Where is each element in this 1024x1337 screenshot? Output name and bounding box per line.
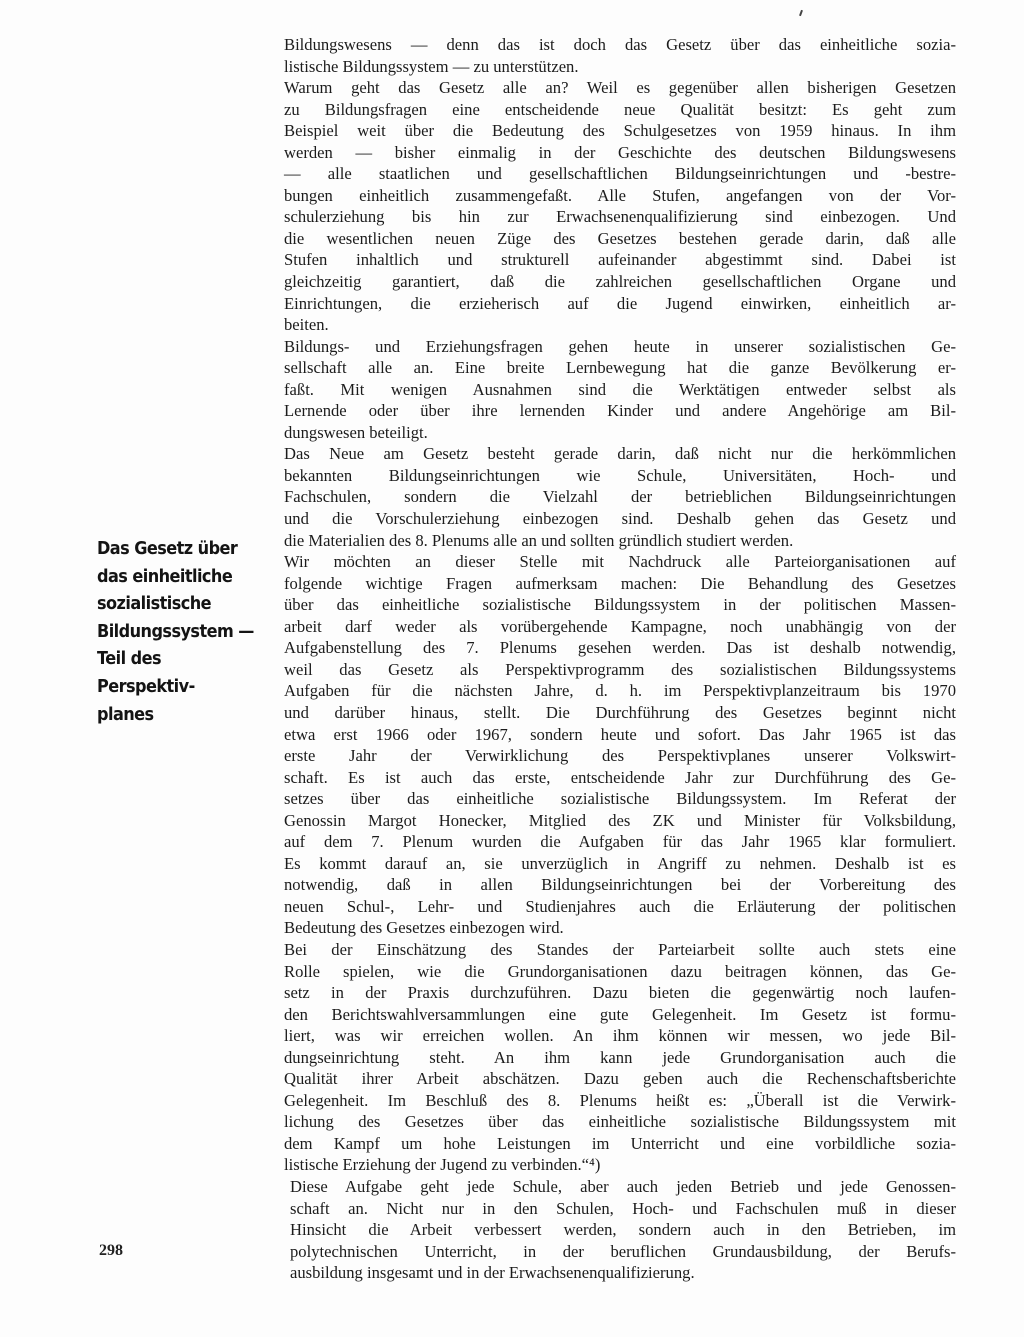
text-line: schulerziehung bis hin zur Erwachsenenqualifizierung sind einbezogen. Und: [284, 207, 956, 227]
paragraph: [284, 939, 956, 1176]
margin-heading-line: sozialistische: [97, 594, 212, 615]
text-line: Fachschulen, sondern die Vielzahl der betrieblichen Bildungseinrichtungen: [284, 487, 956, 507]
text-line: dungseinrichtung steht. An ihm kann jede Grundorganisation auch die: [284, 1047, 956, 1067]
text-line: Qualität ihrer Arbeit abschätzen. Dazu geben auch die Rechenschaftsberichte: [284, 1069, 956, 1089]
text-line: Beispiel weit über die Bedeutung des Schulgesetzes von 1959 hinaus. In ihm: [284, 121, 956, 141]
body-text: [284, 34, 956, 1284]
text-line: Einrichtungen, die erzieherisch auf die Jugend einwirken, einheitlich ar-: [284, 293, 956, 313]
margin-heading-line: Perspektiv-: [97, 676, 195, 697]
paragraph: [284, 336, 956, 444]
text-line: gleichzeitig garantiert, daß die zahlreichen gesellschaftlichen Organe und: [284, 272, 956, 292]
paragraph: [284, 34, 956, 77]
text-line: Stufen inhaltlich und strukturell aufeinander abgestimmt sind. Dabei ist: [284, 250, 956, 270]
text-line: listische Erziehung der Jugend zu verbinden.“⁴): [284, 1155, 601, 1175]
text-line: Gelegenheit. Im Beschluß des 8. Plenums heißt es: „Überall ist die Verwirk-: [284, 1090, 956, 1110]
text-line: und die Vorschulerziehung einbezogen sind. Deshalb gehen das Gesetz und: [284, 509, 956, 529]
paragraph: [284, 77, 956, 336]
text-line: Bei der Einschätzung des Standes der Parteiarbeit sollte auch stets eine: [284, 939, 956, 959]
text-line: Warum geht das Gesetz alle an? Weil es gegenüber allen bisherigen Gesetzen: [284, 78, 956, 98]
text-line: liert, was wir erreichen wollen. An ihm können wir messen, wo jede Bil-: [284, 1026, 956, 1046]
text-line: notwendig, daß in allen Bildungseinrichtungen bei der Vorbereitung des: [284, 875, 956, 895]
text-line: über das einheitliche sozialistische Bildungssystem in der politischen Massen-: [284, 595, 956, 615]
text-line: bungen einheitlich zusammengefaßt. Alle Stufen, angefangen von der Vor-: [284, 185, 956, 205]
margin-heading-line: Teil des: [97, 649, 162, 670]
text-line: Hinsicht die Arbeit verbessert werden, sondern auch in den Betrieben, im: [290, 1220, 956, 1240]
text-line: ausbildung insgesamt und in der Erwachsenenqualifizierung.: [290, 1263, 695, 1283]
margin-heading-line: das einheitliche: [97, 566, 233, 587]
text-line: setz in der Praxis durchzuführen. Dazu bieten die gegenwärtig noch laufen-: [284, 983, 956, 1003]
text-line: erste Jahr der Verwirklichung des Perspektivplanes unserer Volkswirt-: [284, 746, 956, 766]
margin-heading-line: Bildungssystem —: [97, 621, 254, 642]
text-line: lichung des Gesetzes über das einheitliche sozialistische Bildungssystem mit: [284, 1112, 956, 1132]
text-line: dungswesen beteiligt.: [284, 422, 428, 442]
text-line: die wesentlichen neuen Züge des Gesetzes bestehen gerade darin, daß alle: [284, 228, 956, 248]
text-line: Wir möchten an dieser Stelle mit Nachdruck alle Parteiorganisationen auf: [284, 552, 956, 572]
text-line: Bildungs- und Erziehungsfragen gehen heute in unserer sozialistischen Ge-: [284, 336, 956, 356]
text-line: die Materialien des 8. Plenums alle an und sollten gründlich studiert werden.: [284, 530, 794, 550]
text-line: dem Kampf um hohe Leistungen im Unterricht und eine vorbildliche sozia-: [284, 1133, 956, 1153]
page-number: 298: [99, 1242, 123, 1259]
text-line: Das Neue am Gesetz besteht gerade darin, daß nicht nur die herkömmlichen: [284, 444, 956, 464]
paragraph: [284, 551, 956, 939]
text-line: arbeit darf weder als vorübergehende Kampagne, noch unabhängig von der: [284, 616, 956, 636]
text-line: faßt. Mit wenigen Ausnahmen sind die Werktätigen entweder selbst als: [284, 379, 956, 399]
text-line: folgende wichtige Fragen aufmerksam machen: Die Behandlung des Gesetzes: [284, 573, 956, 593]
text-line: weil das Gesetz als Perspektivprogramm des sozialistischen Bildungssystems: [284, 659, 956, 679]
text-line: Rolle spielen, wie die Grundorganisationen dazu beitragen können, das Ge-: [284, 961, 956, 981]
margin-heading-line: planes: [97, 704, 154, 725]
text-line: setzes über das einheitliche sozialistische Bildungssystem. Im Referat der: [284, 789, 956, 809]
paragraph: [284, 443, 956, 551]
text-line: auf dem 7. Plenum wurden die Aufgaben für das Jahr 1965 klar formuliert.: [284, 832, 956, 852]
text-line: etwa erst 1966 oder 1967, sondern heute und sofort. Das Jahr 1965 ist das: [284, 724, 956, 744]
text-line: Aufgabenstellung des 7. Plenums gesehen werden. Das ist deshalb notwendig,: [284, 638, 956, 658]
paragraph: [284, 1176, 956, 1284]
text-line: Genossin Margot Honecker, Mitglied des ZK und Minister für Volksbildung,: [284, 810, 956, 830]
text-line: beiten.: [284, 315, 329, 335]
text-line: bekannten Bildungseinrichtungen wie Schule, Universitäten, Hoch- und: [284, 465, 956, 485]
margin-heading: [97, 536, 258, 729]
text-line: schaft. Es ist auch das erste, entscheidende Jahr zur Durchführung des Ge-: [284, 767, 956, 787]
text-line: Lernende oder über ihre lernenden Kinder und andere Angehörige am Bil-: [284, 401, 956, 421]
text-line: Aufgaben für die nächsten Jahre, d. h. im Perspektivplanzeitraum bis 1970: [284, 681, 956, 701]
text-line: neuen Schul-, Lehr- und Studienjahres auch die Erläuterung der politischen: [284, 896, 956, 916]
text-line: werden — bisher einmalig in der Geschichte des deutschen Bildungswesens: [284, 142, 956, 162]
text-line: Es kommt darauf an, sie unverzüglich in Angriff zu nehmen. Deshalb ist es: [284, 853, 956, 873]
text-line: zu Bildungsfragen eine entscheidende neue Qualität besitzt: Es geht zum: [284, 99, 956, 119]
text-line: polytechnischen Unterricht, in der beruflichen Grundausbildung, der Berufs-: [290, 1241, 956, 1261]
text-line: — alle staatlichen und gesellschaftlichen Bildungseinrichtungen und -bestre-: [284, 164, 956, 184]
margin-heading-line: Das Gesetz über: [97, 539, 238, 559]
text-line: Bedeutung des Gesetzes einbezogen wird.: [284, 918, 564, 938]
text-line: schaft an. Nicht nur in den Schulen, Hoch- und Fachschulen muß in dieser: [290, 1198, 956, 1218]
text-line: den Berichtswahlversammlungen eine gute Gelegenheit. Im Gesetz ist formu-: [284, 1004, 956, 1024]
text-line: und darüber hinaus, stellt. Die Durchführung des Gesetzes beginnt nicht: [284, 702, 956, 722]
scan-speck: [799, 10, 803, 16]
text-line: Diese Aufgabe geht jede Schule, aber auch jeden Betrieb und jede Genossen-: [290, 1176, 956, 1196]
text-line: Bildungswesens — denn das ist doch das Gesetz über das einheitliche sozia-: [284, 35, 956, 54]
text-line: listische Bildungssystem — zu unterstützen.: [284, 56, 579, 76]
text-line: sellschaft alle an. Eine breite Lernbewegung hat die ganze Bevölkerung er-: [284, 358, 956, 378]
